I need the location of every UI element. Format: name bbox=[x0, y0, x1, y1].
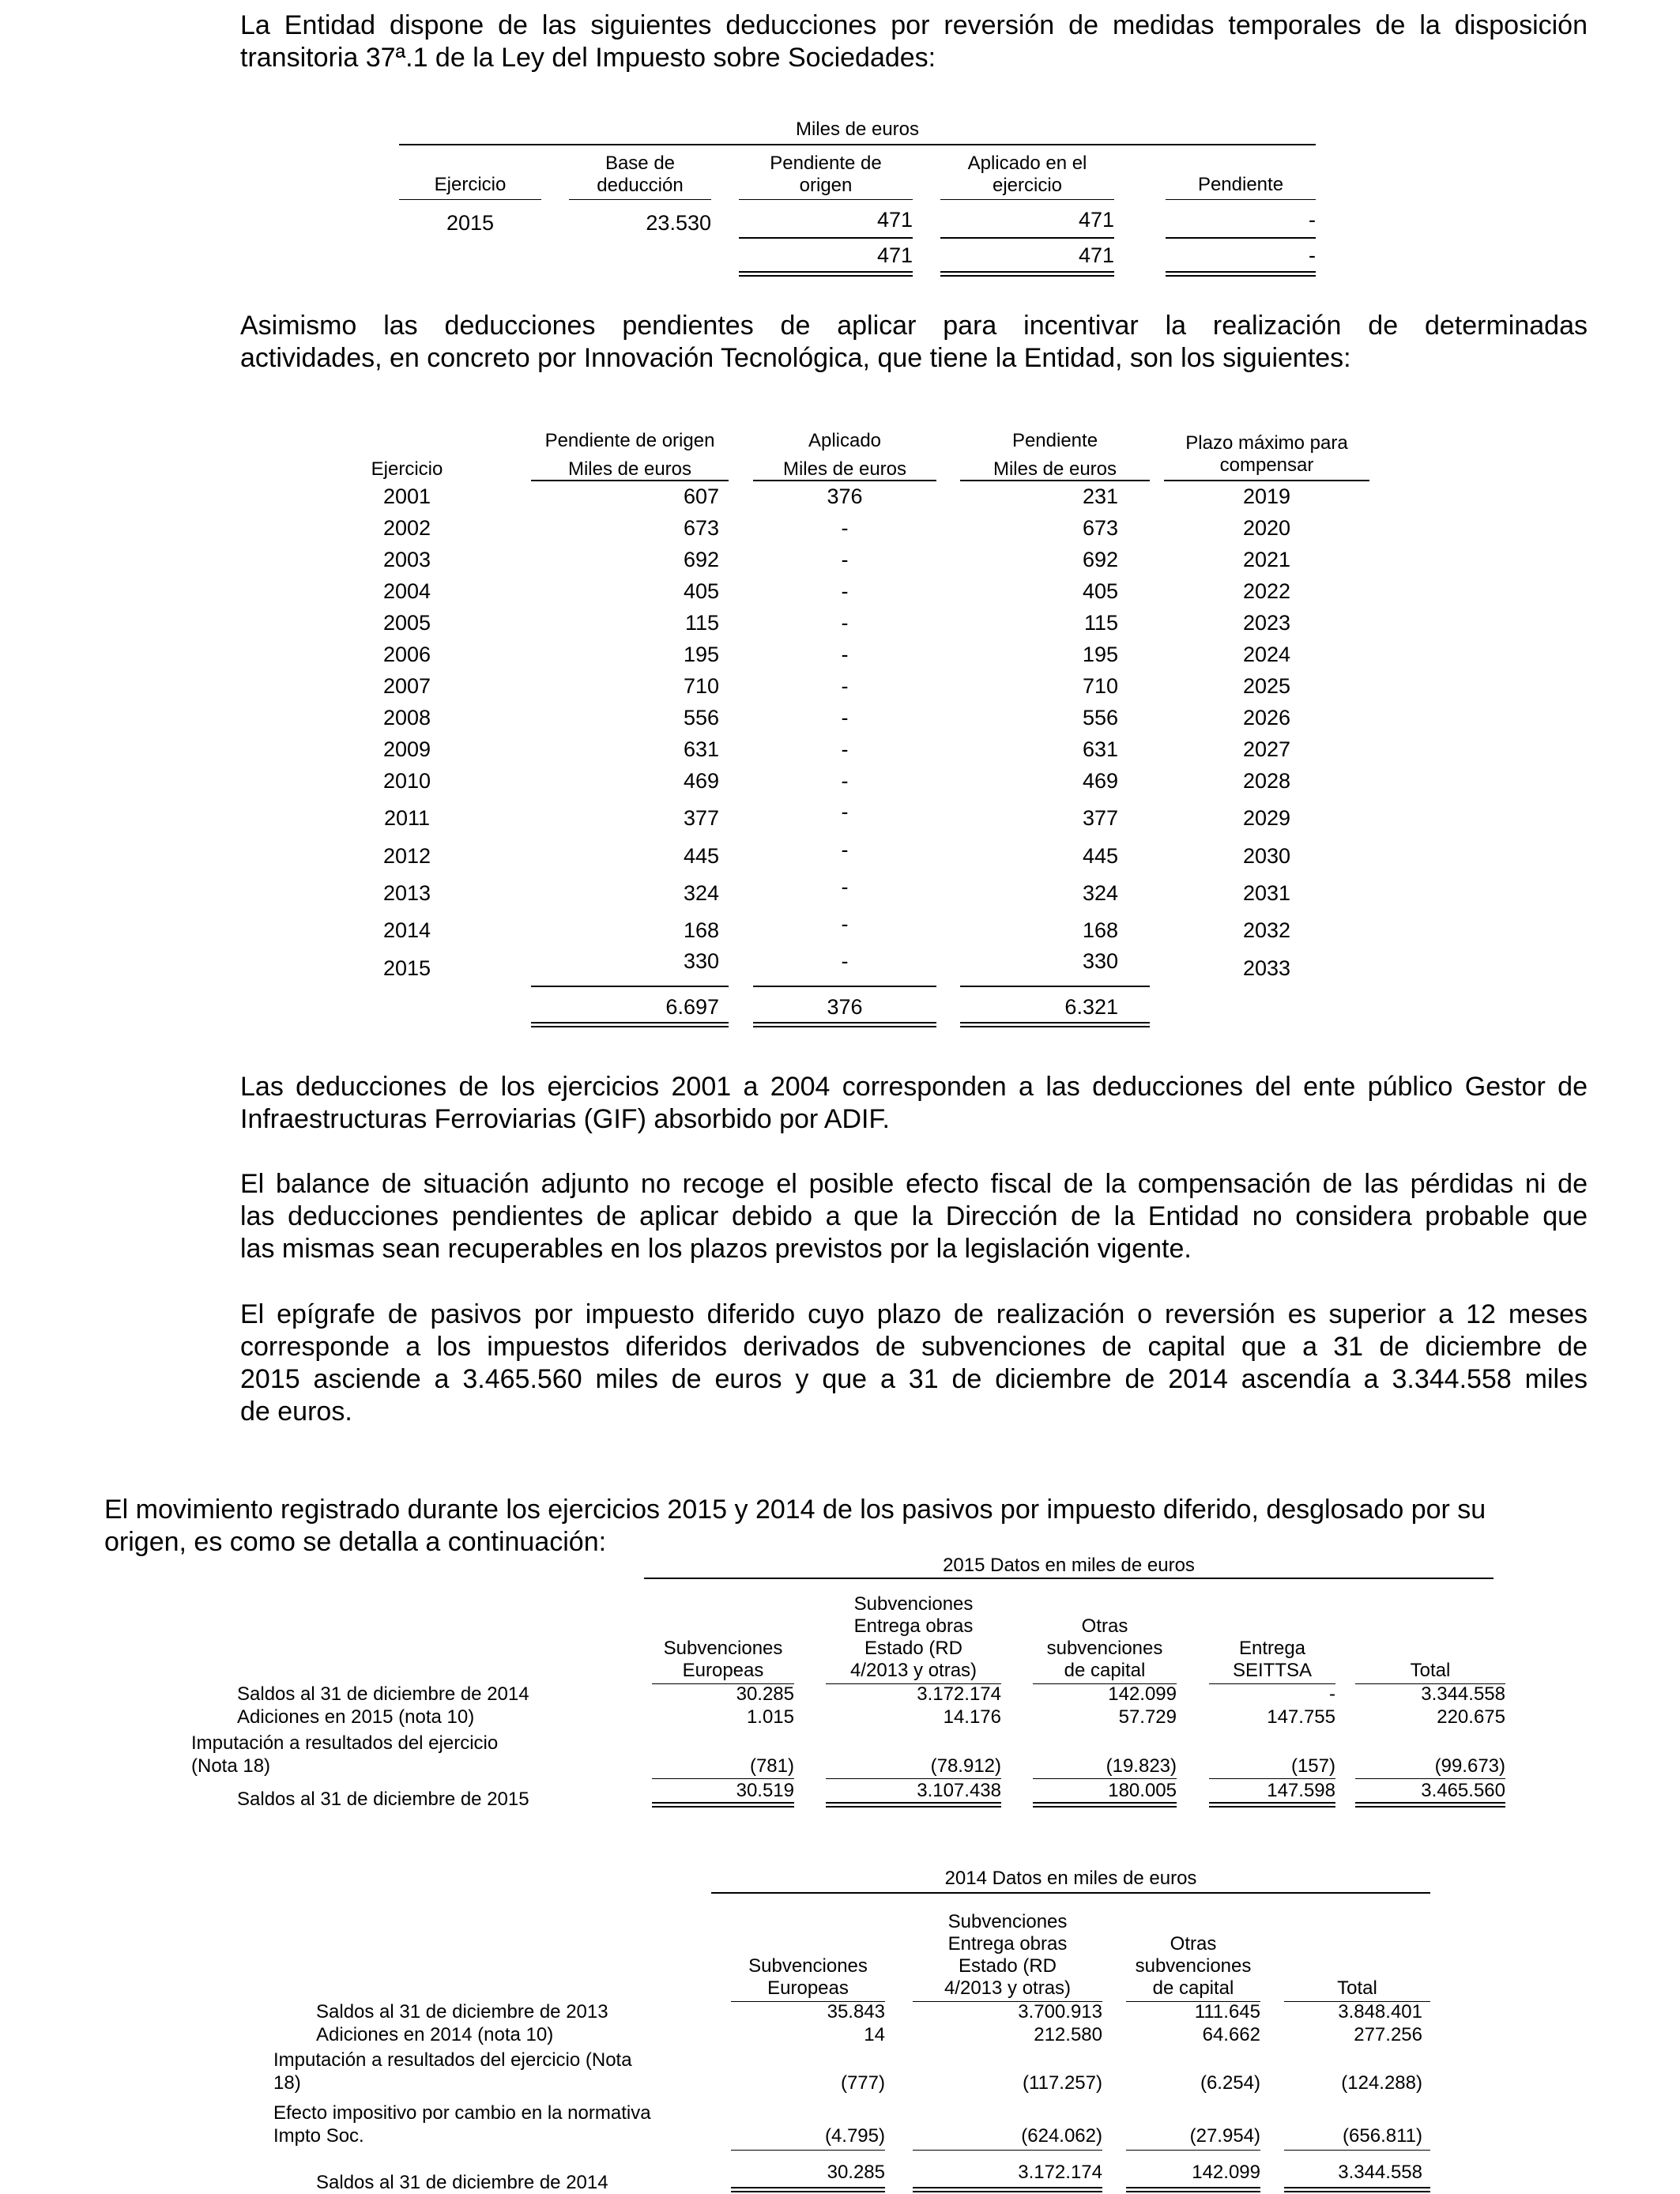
paragraph-line: las mismas sean recuperables en los plazos previstos por la legislación vigente. bbox=[240, 1234, 1192, 1264]
table-cell: - bbox=[841, 548, 849, 571]
table-cell: - bbox=[841, 643, 849, 666]
row-label: Impto Soc. bbox=[273, 2125, 364, 2147]
table-caption: Miles de euros bbox=[795, 119, 920, 140]
row-year: 2013 bbox=[382, 881, 431, 905]
row-year: 2007 bbox=[382, 674, 431, 698]
table-cell: 2032 bbox=[1242, 918, 1291, 942]
total-double-line bbox=[1033, 1802, 1177, 1808]
table-cell: 2021 bbox=[1242, 548, 1291, 571]
table-cell: - bbox=[841, 949, 849, 973]
total-double-line bbox=[531, 1022, 729, 1027]
subtotal-line bbox=[1126, 2150, 1260, 2151]
table-cell: 2029 bbox=[1242, 806, 1291, 830]
subtotal-line bbox=[652, 1778, 794, 1779]
header-line: Total bbox=[1410, 1660, 1451, 1681]
table-cell: 330 bbox=[1082, 949, 1118, 973]
column-header bbox=[1033, 1615, 1177, 1682]
row-year: 2014 bbox=[382, 918, 431, 942]
table-cell: 710 bbox=[683, 674, 719, 698]
table-cell: 2020 bbox=[1242, 516, 1291, 540]
paragraph-line: Infraestructuras Ferroviarias (GIF) absorbido por ADIF. bbox=[240, 1104, 890, 1134]
table-cell: 673 bbox=[1082, 516, 1118, 540]
table-cell: 471 bbox=[876, 208, 913, 232]
subtotal-line bbox=[1033, 1778, 1177, 1779]
paragraph-line: El movimiento registrado durante los ejercicios 2015 y 2014 de los pasivos por impuesto diferido, desglosado por su bbox=[104, 1495, 1486, 1525]
total-double-line bbox=[1355, 1802, 1505, 1808]
header-line: Entrega obras bbox=[853, 1615, 974, 1637]
table-cell: 324 bbox=[1082, 881, 1118, 905]
table-cell: (78.912) bbox=[930, 1755, 1001, 1777]
table-cell: 631 bbox=[1082, 737, 1118, 761]
table-caption: 2014 Datos en miles de euros bbox=[944, 1868, 1197, 1889]
total-double-line bbox=[1126, 2187, 1260, 2192]
row-year: 2010 bbox=[382, 769, 431, 793]
table-cell: 471 bbox=[1078, 208, 1114, 232]
table-cell: 692 bbox=[683, 548, 719, 571]
table-cell: - bbox=[841, 838, 849, 861]
paragraph-line: La Entidad dispone de las siguientes deducciones por reversión de medidas temporales de la disposición bbox=[240, 10, 1588, 40]
row-label: Adiciones en 2015 (nota 10) bbox=[237, 1706, 475, 1728]
table-cell: 57.729 bbox=[1118, 1706, 1177, 1728]
header-line: subvenciones bbox=[1135, 1955, 1252, 1977]
table-cell: 147.598 bbox=[1267, 1780, 1335, 1801]
subtotal-line bbox=[739, 237, 913, 239]
row-label: 18) bbox=[273, 2072, 301, 2094]
header-underline bbox=[960, 480, 1150, 481]
table-cell: 3.465.560 bbox=[1421, 1780, 1505, 1801]
column-header: Aplicado Miles de euros bbox=[782, 430, 907, 480]
table-cell: 3.107.438 bbox=[917, 1780, 1001, 1801]
row-label: Saldos al 31 de diciembre de 2014 bbox=[237, 1683, 529, 1705]
table-cell: 195 bbox=[683, 643, 719, 666]
column-header bbox=[652, 1638, 794, 1682]
subtotal-line bbox=[1284, 2150, 1430, 2151]
header-line: Europeas bbox=[682, 1660, 764, 1681]
table-cell: 2024 bbox=[1242, 643, 1291, 666]
table-cell: 3.848.401 bbox=[1338, 2001, 1422, 2022]
header-line: de capital bbox=[1152, 1977, 1234, 1999]
table-cell: 14.176 bbox=[943, 1706, 1001, 1728]
table-cell: 115 bbox=[1083, 611, 1118, 635]
header-line: Entrega obras bbox=[947, 1933, 1068, 1955]
table-cell: - bbox=[841, 579, 849, 603]
column-header: Pendiente bbox=[1197, 174, 1284, 195]
table-cell: 180.005 bbox=[1108, 1780, 1177, 1801]
subtotal-line bbox=[826, 1778, 1001, 1779]
paragraph-line: corresponde a los impuestos diferidos derivados de subvenciones de capital que a 31 de diciembre de bbox=[240, 1332, 1588, 1362]
table-cell: 23.530 bbox=[646, 211, 711, 235]
subtotal-line bbox=[940, 237, 1114, 239]
table-cell: 405 bbox=[683, 579, 719, 603]
table-cell: 607 bbox=[683, 484, 719, 508]
column-header bbox=[1355, 1660, 1505, 1682]
table-cell: (624.062) bbox=[1021, 2125, 1102, 2147]
total-cell: 471 bbox=[876, 243, 913, 267]
header-line: Subvenciones bbox=[663, 1638, 783, 1659]
table-cell: (781) bbox=[749, 1755, 794, 1777]
row-year: 2012 bbox=[382, 844, 431, 868]
table-cell: 142.099 bbox=[1108, 1683, 1177, 1705]
table-cell: (19.823) bbox=[1106, 1755, 1177, 1777]
table-cell: 469 bbox=[683, 769, 719, 793]
table-cell: 2015 bbox=[446, 211, 495, 235]
row-label: Saldos al 31 de diciembre de 2013 bbox=[316, 2001, 608, 2022]
table-cell: 631 bbox=[683, 737, 719, 761]
table-cell: 692 bbox=[1082, 548, 1118, 571]
header-line: Subvenciones bbox=[947, 1911, 1068, 1932]
total-double-line bbox=[1209, 1802, 1335, 1808]
table-cell: 277.256 bbox=[1354, 2024, 1422, 2045]
table-cell: 30.285 bbox=[827, 2162, 885, 2183]
table-cell: 30.285 bbox=[736, 1683, 794, 1705]
total-cell: 6.697 bbox=[665, 995, 719, 1019]
header-underline bbox=[753, 480, 936, 481]
header-underline bbox=[531, 480, 729, 481]
paragraph-line: actividades, en concreto por Innovación Tecnológica, que tiene la Entidad, son los siguientes: bbox=[240, 343, 1351, 373]
subtotal-line bbox=[913, 2150, 1102, 2151]
header-line: 4/2013 y otras) bbox=[849, 1660, 977, 1681]
table-cell: 3.344.558 bbox=[1421, 1683, 1505, 1705]
table-cell: 147.755 bbox=[1267, 1706, 1335, 1728]
header-line: Europeas bbox=[767, 1977, 849, 1999]
paragraph-line: las deducciones pendientes de aplicar debido a que la Dirección de la Entidad no considera probable que bbox=[240, 1201, 1588, 1231]
total-double-line bbox=[739, 271, 913, 277]
total-cell: 6.321 bbox=[1064, 995, 1118, 1019]
paragraph-line: El balance de situación adjunto no recoge el posible efecto fiscal de la compensación de las pérdidas ni de bbox=[240, 1169, 1588, 1199]
header-line: Estado (RD bbox=[864, 1638, 963, 1659]
row-label: Imputación a resultados del ejercicio (Nota bbox=[273, 2049, 632, 2071]
table-cell: - bbox=[1309, 208, 1316, 232]
table-cell: (99.673) bbox=[1434, 1755, 1505, 1777]
paragraph-line: de euros. bbox=[240, 1397, 352, 1427]
divider bbox=[644, 1578, 1494, 1579]
column-header: Ejercicio bbox=[434, 174, 507, 195]
subtotal-line bbox=[731, 2150, 885, 2151]
table-cell: (27.954) bbox=[1189, 2125, 1260, 2147]
table-cell: (6.254) bbox=[1200, 2072, 1260, 2094]
table-cell: 3.172.174 bbox=[917, 1683, 1001, 1705]
table-cell: 2028 bbox=[1242, 769, 1291, 793]
column-header bbox=[731, 1955, 885, 2000]
paragraph-line: El epígrafe de pasivos por impuesto diferido cuyo plazo de realización o reversión es superior a 12 meses bbox=[240, 1299, 1588, 1329]
total-cell: 471 bbox=[1078, 243, 1114, 267]
subtotal-line bbox=[960, 986, 1150, 987]
divider bbox=[399, 144, 1316, 145]
table-cell: 212.580 bbox=[1034, 2024, 1102, 2045]
row-year: 2015 bbox=[382, 956, 431, 980]
gif-paragraph bbox=[240, 1071, 1588, 1136]
table-cell: 2030 bbox=[1242, 844, 1291, 868]
row-year: 2001 bbox=[382, 484, 431, 508]
table-cell: 377 bbox=[1082, 806, 1118, 830]
paragraph-line: Asimismo las deducciones pendientes de aplicar para incentivar la realización de determinadas bbox=[240, 311, 1588, 341]
table-cell: 30.519 bbox=[736, 1780, 794, 1801]
total-double-line bbox=[913, 2187, 1102, 2192]
paragraph-line: origen, es como se detalla a continuación: bbox=[104, 1527, 607, 1557]
table-cell: - bbox=[1329, 1683, 1335, 1705]
paragraph-line: Las deducciones de los ejercicios 2001 a 2004 corresponden a las deducciones del ente público Gestor de bbox=[240, 1072, 1588, 1102]
table-cell: (4.795) bbox=[824, 2125, 885, 2147]
column-header bbox=[913, 1911, 1102, 2000]
table-cell: 168 bbox=[683, 918, 719, 942]
table-cell: 324 bbox=[683, 881, 719, 905]
table-cell: 220.675 bbox=[1437, 1706, 1505, 1728]
column-header bbox=[1126, 1933, 1260, 2000]
header-underline bbox=[1164, 480, 1369, 481]
table-cell: 35.843 bbox=[827, 2001, 885, 2022]
header-underline bbox=[1166, 199, 1316, 200]
header-underline bbox=[399, 199, 541, 200]
subtotal-line bbox=[753, 986, 936, 987]
total-double-line bbox=[753, 1022, 936, 1027]
table-cell: 2027 bbox=[1242, 737, 1291, 761]
table-cell: 469 bbox=[1082, 769, 1118, 793]
header-line: Subvenciones bbox=[748, 1955, 868, 1977]
movement-paragraph bbox=[104, 1494, 1574, 1559]
table-cell: (656.811) bbox=[1343, 2125, 1422, 2147]
column-header: Base de deducción bbox=[597, 153, 684, 196]
header-underline bbox=[739, 199, 913, 200]
table-cell: 556 bbox=[1082, 706, 1118, 729]
table-cell: 376 bbox=[827, 484, 863, 508]
total-double-line bbox=[960, 1022, 1150, 1027]
table-cell: - bbox=[841, 516, 849, 540]
subtotal-line bbox=[531, 986, 729, 987]
table-cell: 2031 bbox=[1242, 881, 1291, 905]
table-cell: (157) bbox=[1290, 1755, 1335, 1777]
column-header: Ejercicio bbox=[371, 458, 443, 480]
table-cell: (124.288) bbox=[1341, 2072, 1422, 2094]
table-cell: 142.099 bbox=[1192, 2162, 1260, 2183]
total-double-line bbox=[940, 271, 1114, 277]
column-header: Pendiente de origen bbox=[770, 153, 882, 196]
total-double-line bbox=[731, 2187, 885, 2192]
table-cell: 168 bbox=[1082, 918, 1118, 942]
table-cell: 1.015 bbox=[746, 1706, 794, 1728]
innovation-paragraph bbox=[240, 310, 1588, 375]
table-cell: 2023 bbox=[1242, 611, 1291, 635]
balance-paragraph bbox=[240, 1168, 1588, 1265]
row-year: 2008 bbox=[382, 706, 431, 729]
row-year: 2002 bbox=[382, 516, 431, 540]
header-line: Subvenciones bbox=[853, 1593, 974, 1615]
table-cell: - bbox=[841, 769, 849, 793]
table-cell: 115 bbox=[684, 611, 719, 635]
table-cell: 3.700.913 bbox=[1018, 2001, 1102, 2022]
row-label: Imputación a resultados del ejercicio bbox=[191, 1732, 499, 1754]
table-cell: 3.344.558 bbox=[1338, 2162, 1422, 2183]
column-header bbox=[1284, 1977, 1430, 2000]
row-label: Adiciones en 2014 (nota 10) bbox=[316, 2024, 554, 2045]
column-header bbox=[826, 1593, 1001, 1682]
header-line: 4/2013 y otras) bbox=[944, 1977, 1072, 1999]
table-cell: 377 bbox=[683, 806, 719, 830]
table-cell: (777) bbox=[840, 2072, 885, 2094]
table-cell: - bbox=[841, 875, 849, 899]
table-cell: 64.662 bbox=[1202, 2024, 1260, 2045]
row-year: 2009 bbox=[382, 737, 431, 761]
table-cell: - bbox=[841, 737, 849, 761]
subtotal-line bbox=[1166, 237, 1316, 239]
table-cell: 710 bbox=[1082, 674, 1118, 698]
total-double-line bbox=[1166, 271, 1316, 277]
header-line: subvenciones bbox=[1046, 1638, 1163, 1659]
row-year: 2005 bbox=[382, 611, 431, 635]
total-cell: - bbox=[1309, 243, 1316, 267]
row-label: Saldos al 31 de diciembre de 2015 bbox=[237, 1789, 529, 1810]
table-caption: 2015 Datos en miles de euros bbox=[943, 1555, 1195, 1576]
row-label: Efecto impositivo por cambio en la normativa bbox=[273, 2102, 651, 2124]
row-year: 2004 bbox=[382, 579, 431, 603]
table-cell: 3.172.174 bbox=[1018, 2162, 1102, 2183]
column-header: Aplicado en el ejercicio bbox=[967, 153, 1087, 196]
header-line: Estado (RD bbox=[958, 1955, 1057, 1977]
header-line: Entrega bbox=[1238, 1638, 1306, 1659]
header-underline bbox=[940, 199, 1114, 200]
total-cell: 376 bbox=[827, 995, 863, 1019]
table-cell: 445 bbox=[1082, 844, 1118, 868]
subtotal-line bbox=[1209, 1778, 1335, 1779]
paragraph-line: transitoria 37ª.1 de la Ley del Impuesto sobre Sociedades: bbox=[240, 43, 936, 73]
table-cell: 445 bbox=[683, 844, 719, 868]
table-cell: 111.645 bbox=[1194, 2001, 1260, 2022]
table-cell: 2033 bbox=[1242, 956, 1291, 980]
header-line: Otras bbox=[1081, 1615, 1128, 1637]
header-line: de capital bbox=[1064, 1660, 1146, 1681]
row-label: Saldos al 31 de diciembre de 2014 bbox=[316, 2172, 608, 2193]
total-double-line bbox=[1284, 2187, 1430, 2192]
table-cell: 2025 bbox=[1242, 674, 1291, 698]
table-cell: 195 bbox=[1082, 643, 1118, 666]
header-line: Total bbox=[1337, 1977, 1377, 1999]
table-cell: (117.257) bbox=[1023, 2072, 1102, 2094]
table-cell: - bbox=[841, 611, 849, 635]
row-year: 2011 bbox=[383, 806, 431, 830]
deferred-tax-paragraph bbox=[240, 1299, 1588, 1428]
table-cell: 673 bbox=[683, 516, 719, 540]
table-cell: 14 bbox=[864, 2024, 885, 2045]
total-double-line bbox=[826, 1802, 1001, 1808]
header-line: SEITTSA bbox=[1232, 1660, 1313, 1681]
table-cell: 2022 bbox=[1242, 579, 1291, 603]
header-underline bbox=[569, 199, 711, 200]
table-cell: 330 bbox=[683, 949, 719, 973]
paragraph-line: 2015 asciende a 3.465.560 miles de euros y que a 31 de diciembre de 2014 ascendía a 3.344.558 miles bbox=[240, 1364, 1588, 1394]
intro-paragraph bbox=[240, 9, 1588, 74]
column-header: Pendiente Miles de euros bbox=[993, 430, 1117, 480]
table-cell: 556 bbox=[683, 706, 719, 729]
row-label: (Nota 18) bbox=[191, 1755, 271, 1777]
table-cell: 2019 bbox=[1242, 484, 1291, 508]
table-cell: - bbox=[841, 800, 849, 824]
table-cell: - bbox=[841, 706, 849, 729]
header-line: Otras bbox=[1170, 1933, 1217, 1955]
column-header bbox=[1209, 1638, 1335, 1682]
row-year: 2003 bbox=[382, 548, 431, 571]
table-cell: - bbox=[841, 674, 849, 698]
row-year: 2006 bbox=[382, 643, 431, 666]
table-cell: 231 bbox=[1082, 484, 1118, 508]
table-cell: 405 bbox=[1082, 579, 1118, 603]
table-cell: - bbox=[841, 912, 849, 936]
subtotal-line bbox=[1355, 1778, 1505, 1779]
divider bbox=[711, 1892, 1430, 1894]
table-cell: 2026 bbox=[1242, 706, 1291, 729]
total-double-line bbox=[652, 1802, 794, 1808]
column-header: Pendiente de origen Miles de euros bbox=[544, 430, 715, 480]
column-header: Plazo máximo para compensar bbox=[1185, 432, 1348, 476]
